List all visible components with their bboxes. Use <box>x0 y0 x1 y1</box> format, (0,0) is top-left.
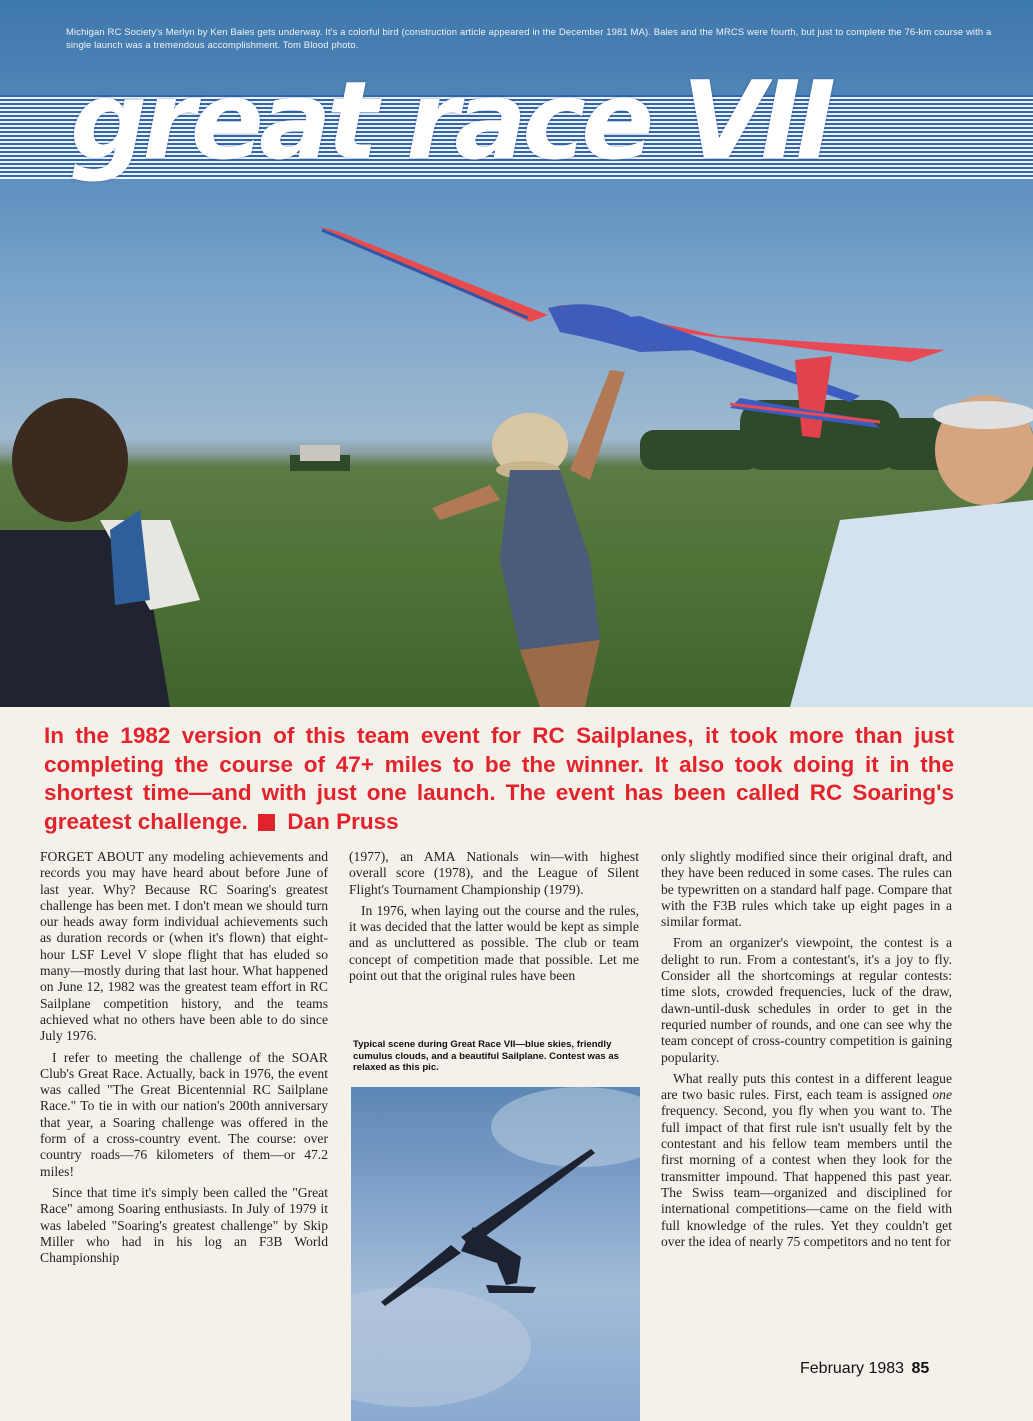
paragraph: In 1976, when laying out the course and the rules, it was decided that the latter would be kept as simple and as uncluttered as possible. The club or team concept of competition made that possible. Let me point out that the original rules have been <box>349 902 639 984</box>
spectator-boy <box>0 398 200 707</box>
cover-photo <box>0 0 1033 707</box>
page-number: 85 <box>911 1360 930 1377</box>
paragraph: FORGET ABOUT any modeling achievements and records you may have heard about before June of last year. Why? Because RC Soaring's greatest challenge has been met. I don't mean we should turn our heads away form individual achievements such as duration records or (when it's flown) that eight-hour LSF Level V slope flight that has eluded so many—mostly during that last hour. What happened on June 12, 1982 was the greatest team effort in RC Sailplane competition history, and the teams achieved what no others have been able to do since July 1976. <box>40 849 328 1044</box>
emphasis-one: one <box>932 1087 952 1103</box>
paragraph: From an organizer's viewpoint, the contest is a delight to run. From a contestant's, it's a joy to fly. Consider all the shortcomings at regular contests: time slots, crowded frequencies, luck of the draw, dawn-until-dusk schedules in order to get in the requried number of rounds, and one can see why the team concept of cross-country competition is gaining popularity. <box>661 935 952 1065</box>
paragraph: only slightly modified since their original draft, and they have been reduced in some cases. The rules can be typewritten on a standard half page. Compare that with the F3B rules which take up eight pages in a similar format. <box>661 849 952 930</box>
paragraph: Since that time it's simply been called the "Great Race" among Soaring enthusiasts. In July of 1979 it was labeled "Soaring's greatest challenge" by Skip Miller who had in his log an F3B World Championship <box>40 1184 328 1266</box>
author-byline: Dan Pruss <box>287 808 399 834</box>
text-run: What really puts this contest in a different league are two basic rules. First, each team is assigned <box>661 1070 952 1103</box>
cover-photo-caption: Michigan RC Society's Merlyn by Ken Bales gets underway. It's a colorful bird (construction article appeared in the December 1981 MA). Bales and the MRCS were fourth, but just to complete the 76-km course with a single launch was a tremendous accomplishment. Tom Blood photo. <box>66 27 992 51</box>
paragraph: (1977), an AMA Nationals win—with highest overall score (1978), and the League of Silent Flight's Tournament Championship (1979). <box>349 849 639 897</box>
inset-photo <box>351 1087 640 1421</box>
text-run: frequency. Second, you fly when you want to. The full impact of that first rule isn't usually felt by the contestant and his fellow team members until the first morning of a contest when they look for the transmitter impound. That happened this past year. The Swiss team—organized and disciplined for international competitions—came on the field with full knowledge of the rules. Yet they couldn't get over the idea of nearly 75 competitors and no tent for <box>661 1103 952 1249</box>
column-1 <box>40 849 328 1271</box>
paragraph: I refer to meeting the challenge of the SOAR Club's Great Race. Actually, back in 1976, the event was called "The Great Bicentennial RC Sailplane Race." To tie in with our nation's 200th anniversary that year, a Soaring challenge was offered in the form of a cross-country event. The course: over country roads—76 kilometers of them—or 47.2 miles! <box>40 1049 328 1179</box>
page-folio <box>800 1360 960 1378</box>
deck-text: In the 1982 version of this team event for RC Sailplanes, it took more than just completing the course of 47+ miles to be the winner. It also took doing it in the shortest time—and with just one launch. The event has been called RC Soaring's greatest challenge. <box>44 723 954 834</box>
article-title: great race VII <box>70 59 831 184</box>
column-2 <box>349 849 639 989</box>
paragraph-frequency-rules <box>661 1071 952 1250</box>
horizon-trees <box>290 400 1033 471</box>
inset-photo-scene <box>351 1087 640 1421</box>
column-3 <box>661 849 952 1255</box>
article-deck <box>44 722 954 836</box>
red-square-icon <box>258 814 275 831</box>
inset-photo-caption: Typical scene during Great Race VII—blue skies, friendly cumulus clouds, and a beautiful Sailplane. Contest was as relaxed as this pic. <box>353 1039 620 1073</box>
glider-silhouette <box>381 1149 595 1306</box>
farm-building <box>300 445 340 461</box>
launcher-figure <box>432 370 625 707</box>
issue-date: February 1983 <box>800 1360 905 1377</box>
